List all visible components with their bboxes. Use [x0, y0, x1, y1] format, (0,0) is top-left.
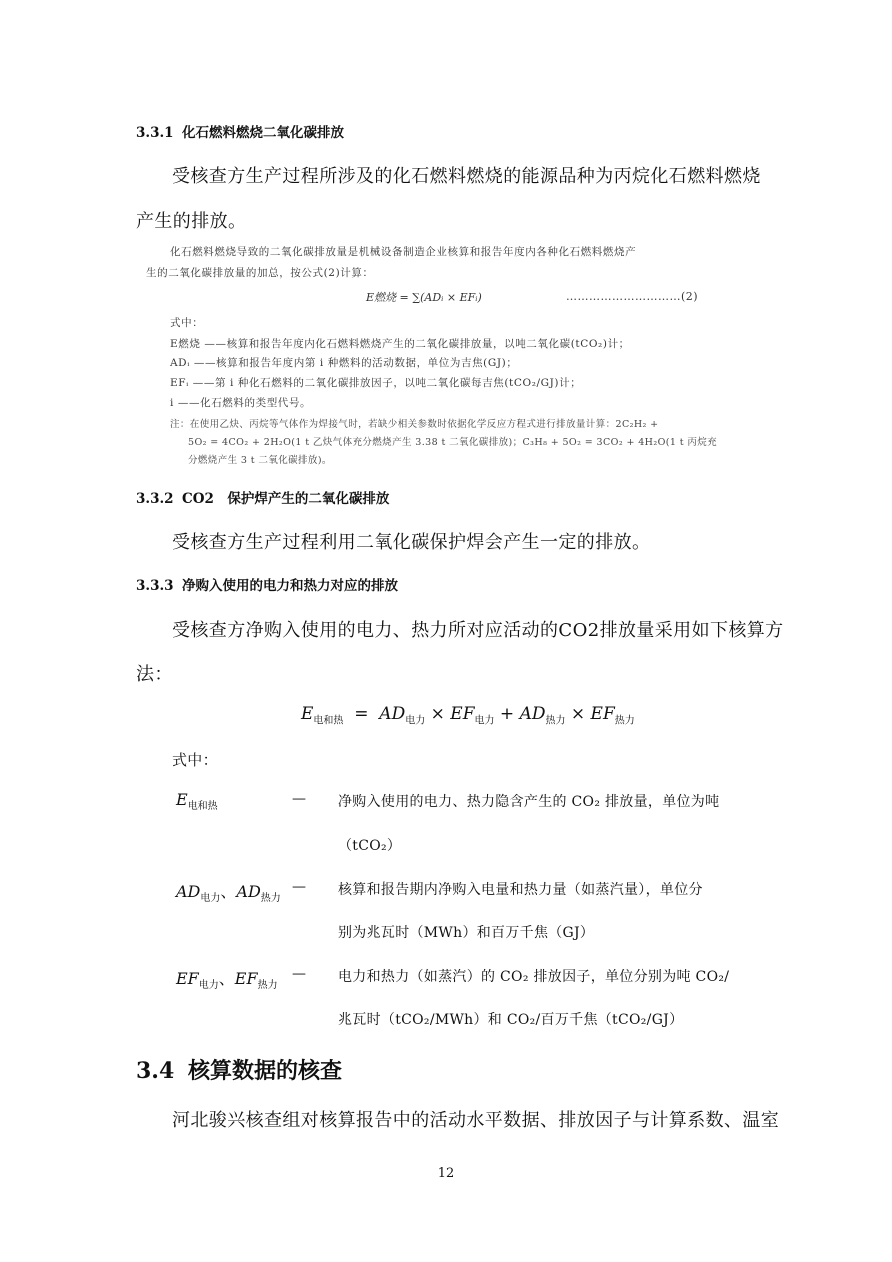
- paragraph-line: 受核查方净购入使用的电力、热力所对应活动的CO2排放量采用如下核算方: [172, 620, 784, 641]
- definition-text: 核算和报告期内净购入电量和热力量（如蒸汽量），单位分: [338, 882, 703, 898]
- definition-dash: —: [292, 966, 306, 982]
- excerpt-line: 生的二氧化碳排放量的加总，按公式(2)计算：: [146, 267, 374, 279]
- excerpt-definition: EFᵢ ——第 i 种化石燃料的二氧化碳排放因子，以吨二氧化碳每吉焦(tCO₂/GJ)计；: [170, 377, 582, 389]
- emission-equation: $E_{电和热} = AD_{电力} \times EF_{电力} + AD_{热力} \times EF_{热力}$: [301, 704, 635, 727]
- paragraph-line: 产生的排放。: [136, 211, 247, 232]
- section-title: 化石燃料燃烧二氧化碳排放: [182, 125, 344, 141]
- section-number: 3.3.1: [136, 125, 174, 141]
- excerpt-where: 式中：: [170, 317, 204, 329]
- section-heading-3-3-1: [136, 121, 344, 141]
- paragraph-line: 河北骏兴核查组对核算报告中的活动水平数据、排放因子与计算系数、温室: [172, 1110, 780, 1131]
- definition-symbol: $AD_{电力}$、$AD_{热力}$: [176, 882, 281, 905]
- section-heading-3-4: [136, 1054, 342, 1085]
- definition-text: 电力和热力（如蒸汽）的 CO₂ 排放因子，单位分别为吨 CO₂/: [338, 969, 730, 985]
- excerpt-note: 分燃烧产生 3 t 二氧化碳排放)。: [188, 455, 332, 466]
- section-heading-3-3-3: [136, 574, 398, 594]
- definition-dash: —: [292, 879, 306, 895]
- excerpt-note: 注：在使用乙炔、丙烷等气体作为焊接气时，若缺少相关参数时依据化学反应方程式进行排放量计算：2C₂H₂ +: [170, 419, 659, 430]
- definition-text: 净购入使用的电力、热力隐含产生的 CO₂ 排放量，单位为吨: [338, 794, 720, 810]
- excerpt-formula: E燃烧 = ∑(ADᵢ × EFᵢ): [366, 291, 482, 304]
- where-label: 式中：: [172, 751, 218, 769]
- definition-dash: —: [292, 791, 306, 807]
- section-title: 净购入使用的电力和热力对应的排放: [182, 578, 398, 594]
- section-title: CO2 保护焊产生的二氧化碳排放: [182, 491, 390, 507]
- section-number: 3.4: [136, 1058, 175, 1084]
- paragraph-line: 法：: [136, 664, 173, 685]
- definition-text: （tCO₂）: [338, 838, 402, 854]
- excerpt-definition: ADᵢ ——核算和报告年度内第 i 种燃料的活动数据，单位为吉焦(GJ)；: [170, 357, 518, 369]
- definition-text: 别为兆瓦时（MWh）和百万千焦（GJ）: [338, 925, 595, 941]
- section-heading-3-3-2: [136, 487, 389, 507]
- section-number: 3.3.3: [136, 578, 174, 594]
- paragraph-line: 受核查方生产过程利用二氧化碳保护焊会产生一定的排放。: [172, 532, 651, 553]
- section-title: 核算数据的核查: [188, 1058, 343, 1084]
- page-number: 12: [437, 1166, 455, 1181]
- definition-symbol: $E_{电和热}$: [176, 790, 218, 813]
- excerpt-formula-number: …………………………(2): [566, 290, 699, 303]
- paragraph-line: 受核查方生产过程所涉及的化石燃料燃烧的能源品种为丙烷化石燃料燃烧: [172, 166, 761, 187]
- definition-text: 兆瓦时（tCO₂/MWh）和 CO₂/百万千焦（tCO₂/GJ）: [338, 1012, 684, 1028]
- section-number: 3.3.2: [136, 491, 174, 507]
- definition-symbol: $EF_{电力}$、$EF_{热力}$: [176, 969, 278, 992]
- excerpt-note: 5O₂ = 4CO₂ + 2H₂O(1 t 乙炔气体充分燃烧产生 3.38 t 二氧化碳排放)；C₃H₈ + 5O₂ = 3CO₂ + 4H₂O(1 t 丙烷充: [188, 437, 718, 448]
- excerpt-definition: i ——化石燃料的类型代号。: [170, 397, 312, 409]
- excerpt-line: 化石燃料燃烧导致的二氧化碳排放量是机械设备制造企业核算和报告年度内各种化石燃料燃烧产: [170, 246, 637, 258]
- excerpt-definition: E燃烧 ——核算和报告年度内化石燃料燃烧产生的二氧化碳排放量，以吨二氧化碳(tCO₂)计；: [170, 338, 630, 350]
